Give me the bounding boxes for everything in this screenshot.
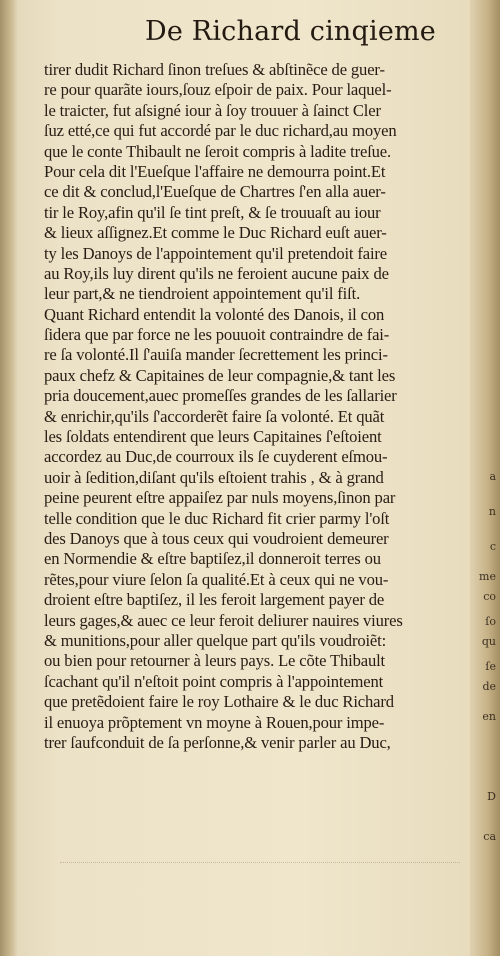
text-line: peine peurent eſtre appaiſez par nuls moyens,ſinon par [44, 488, 396, 508]
margin-fragment: c [489, 540, 496, 553]
text-line: pria doucement,auec promeſſes grandes de les ſallarier [44, 386, 397, 406]
text-line: Pour cela dit l'Eueſque l'affaire ne demourra point.Et [44, 161, 386, 181]
text-line: ſuz etté,ce qui fut accordé par le duc richard,au moyen [44, 121, 397, 141]
text-line: les ſoldats entendirent que leurs Capitaines ſ'eſtoient [44, 427, 382, 447]
text-line: trer ſaufconduit de ſa perſonne,& venir parler au Duc, [44, 732, 391, 752]
margin-fragment: me [479, 570, 496, 583]
text-line: telle condition que le duc Richard fit crier parmy l'oſt [44, 508, 390, 528]
text-line: tir le Roy,afin qu'il ſe tint preſt, & ſe trouuaſt au iour [44, 202, 381, 222]
text-line: des Danoys que à tous ceux qui voudroient demeurer [44, 528, 389, 548]
text-line: leur part,& ne tiendroient appointement qu'il fiſt. [44, 284, 361, 304]
text-line: re pour quarãte iours,ſouz eſpoir de paix. Pour laquel- [44, 80, 392, 100]
text-line: ty les Danoys de l'appointement qu'il pretendoit faire [44, 243, 388, 263]
text-line: & lieux aſſignez.Et comme le Duc Richard euſt auer- [44, 223, 387, 243]
margin-fragment: qu [481, 635, 496, 648]
margin-fragment: de [482, 680, 496, 693]
margin-fragment: n [488, 505, 496, 518]
margin-fragment: co [483, 590, 496, 603]
text-line: droient eſtre baptiſez, il les feroit largement payer de [44, 590, 385, 610]
text-line: uoir à ſedition,diſant qu'ils eſtoient trahis , & à grand [44, 467, 384, 487]
margin-fragment: ſo [485, 615, 496, 628]
text-line: que pretẽdoient faire le roy Lothaire & le duc Richard [44, 692, 394, 712]
text-line: rẽtes,pour viure ſelon ſa qualité.Et à ceux qui ne vou- [44, 569, 389, 589]
text-line: leurs gages,& auec ce leur feroit deliurer nauires viures [44, 610, 403, 630]
margin-fragment: D [487, 790, 496, 803]
text-line: ce dit & conclud,l'Eueſque de Chartres ſ'en alla auer- [44, 182, 386, 202]
margin-fragment: en [482, 710, 496, 723]
text-line: ſcachant qu'il n'eſtoit point compris à l'appointement [44, 671, 384, 691]
body-text [44, 60, 480, 753]
text-line: ou bien pour retourner à leurs pays. Le cõte Thibault [44, 651, 386, 671]
bottom-rule [60, 862, 460, 863]
text-line: en Normendie & eſtre baptiſez,il donneroit terres ou [44, 549, 381, 569]
text-line: re ſa volonté.Il ſ'auiſa mander ſecrettement les princi- [44, 345, 388, 365]
running-head: De Richard cinqieme [145, 16, 436, 47]
page-gutter [0, 0, 18, 956]
margin-fragment: a [489, 470, 496, 483]
text-line: Quant Richard entendit la volonté des Danois, il con [44, 304, 385, 324]
margin-fragment: ſe [485, 660, 496, 673]
margin-fragment: ca [483, 830, 496, 843]
text-line: il enuoya prõptement vn moyne à Rouen,pour impe- [44, 712, 385, 732]
text-line: au Roy,ils luy dirent qu'ils ne feroient aucune paix de [44, 263, 389, 283]
text-line: & enrichir,qu'ils ſ'accorderẽt faire ſa volonté. Et quãt [44, 406, 385, 426]
text-line: tirer dudit Richard ſinon treſues & abſtinẽce de guer- [44, 60, 385, 79]
facing-page-edge [470, 0, 500, 956]
text-line: & munitions,pour aller quelque part qu'ils voudroiẽt: [44, 630, 387, 650]
text-line: que le conte Thibault ne ſeroit compris à ladite treſue. [44, 141, 392, 161]
text-line: paux chefz & Capitaines de leur compagnie,& tant les [44, 365, 396, 385]
text-line: ſidera que par force ne les pouuoit contraindre de fai- [44, 325, 390, 345]
text-line: accordez au Duc,de courroux ils ſe cuyderent eſmou- [44, 447, 388, 467]
text-line: le traicter, fut aſsigné iour à ſoy trouuer à ſainct Cler [44, 100, 381, 120]
